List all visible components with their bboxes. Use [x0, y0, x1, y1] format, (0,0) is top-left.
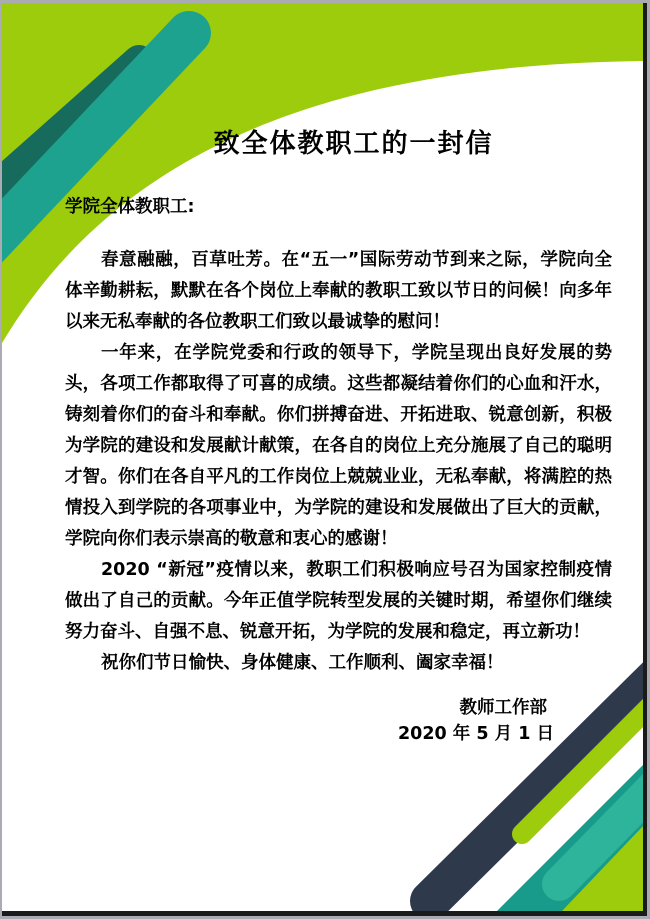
signature-date: 2020 年 5 月 1 日 [397, 724, 554, 744]
letter-paragraph-1: 春意融融，百草吐芳。在“五一”国际劳动节到来之际，学院向全体辛勤耕耘，默默在各个岗位上奉献的教职工致以节日的问候！向多年以来无私奉献的各位教职工们致以最诚挚的慰问！ [65, 250, 612, 332]
letter-body [65, 192, 612, 747]
letter-paragraph-2: 一年来，在学院党委和行政的领导下，学院呈现出良好发展的势头，各项工作都取得了可喜的成绩。这些都凝结着你们的心血和汗水，铸刻着你们的奋斗和奉献。你们拼搏奋进、开拓进取、锐意创新，积极为学院的建设和发展献计献策，在各自的岗位上充分施展了自己的聪明才智。你们在各自平凡的工作岗位上兢兢业业，无私奉献，将满腔的热情投入到学院的各项事业中，为学院的建设和发展做出了巨大的贡献，学院向你们表示崇高的敬意和衷心的感谢！ [65, 343, 612, 549]
letter-title: 致全体教职工的一封信 [213, 129, 494, 159]
signature-block [65, 695, 612, 747]
letter-page [2, 3, 647, 916]
letter-paragraph-4: 祝你们节日愉快、身体健康、工作顺利、阖家幸福！ [101, 653, 504, 673]
letter-paragraph-3: 2020 “新冠”疫情以来，教职工们积极响应号召为国家控制疫情做出了自己的贡献。今年正值学院转型发展的关键时期，希望你们继续努力奋斗、自强不息、锐意开拓，为学院的发展和稳定，再立新功！ [65, 560, 612, 642]
signature-department: 教师工作部 [459, 698, 547, 718]
letter-salutation: 学院全体教职工: [65, 197, 195, 217]
